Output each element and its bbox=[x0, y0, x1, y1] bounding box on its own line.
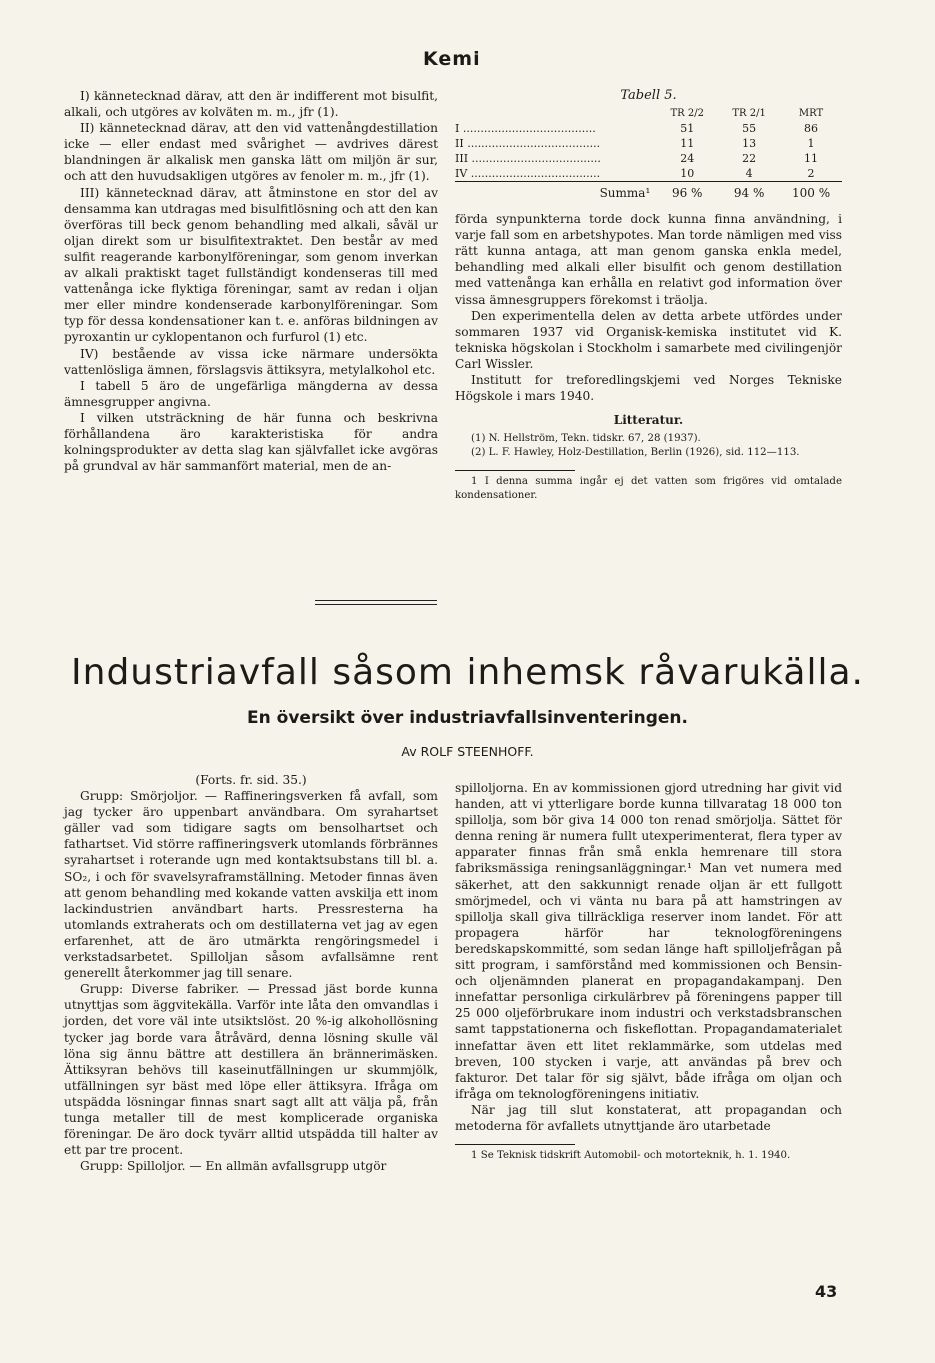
running-header: Kemi bbox=[423, 48, 481, 70]
table-cell: 2 bbox=[807, 167, 815, 181]
table-header-row bbox=[455, 106, 842, 121]
column-header: TR 2/2 bbox=[670, 108, 704, 120]
data-table bbox=[455, 106, 842, 201]
bottom-left-column bbox=[64, 772, 438, 1174]
table-title: Tabell 5. bbox=[620, 88, 677, 103]
continued-note: (Forts. fr. sid. 35.) bbox=[195, 773, 307, 787]
reference: (2) L. F. Hawley, Holz-Destillation, Berlin (1926), sid. 112—113. bbox=[471, 447, 800, 459]
footnote: 1 I denna summa ingår ej det vatten som frigöres vid omtalade kondensationer. bbox=[455, 476, 842, 502]
table-cell: 94 % bbox=[718, 182, 780, 202]
sum-label: Summa¹ bbox=[455, 182, 656, 202]
paragraph: spilloljorna. En av kommissionen gjord utredning har givit vid handen, att vi ytterligare borde kunna tillvaratag 18 000 ton spillolja, som bör giva 14 000 ton renad smörjolja. Sättet för denna rening är numera fullt utexperimenterat, flera typer av apparater finnas från små enkla hemrenare till stora fabriksmässiga reningsanläggningar.¹ Man vet numera med säkerhet, att den sakkunnigt renade oljan är ett fullgott smörjmedel, och vi vänta nu bara på att hamstringen av spillolja skall giva tillräckliga reserver inom landet. För att propagera härför har teknologföreningens beredskapskommitté, som sedan länge haft spilloljefrågan på sitt program, i samförstånd med kommissionen och Bensin- och oljenämnden planerat en propagandakampanj. Den innefattar personliga cirkulärbrev på föreningens papper till 25 000 oljeförbrukare inom industri och verkstadsbranschen samt tappstationerna och fiskeflottan. Propagandamaterialet innefattar även ett litet reklammärke, som utdelas med breven, 100 stycken i varje, att användas på brev och fakturor. Det talar för sig självt, både ifråga om oljan och ifråga om teknologföreningens initiativ. bbox=[455, 781, 842, 1101]
table-row: IV ..................................... 10 4 2 bbox=[455, 166, 842, 182]
article-subtitle: En översikt över industriavfallsinventeringen. bbox=[247, 708, 688, 728]
row-label: II bbox=[455, 137, 464, 151]
paragraph: I vilken utsträckning de här funna och beskrivna förhållandena äro karakteristiska för andra kolningsprodukter av detta slag kan självfallet icke avgöras på grundval av här sammanfört material, men de an- bbox=[64, 410, 438, 474]
table-cell: 100 % bbox=[780, 182, 842, 202]
table-row: III ..................................... 24 22 11 bbox=[455, 151, 842, 166]
table-cell: 4 bbox=[745, 167, 753, 181]
top-left-column bbox=[64, 88, 438, 474]
table-cell: 24 bbox=[680, 152, 695, 166]
row-label: III bbox=[455, 152, 469, 166]
table-cell: 22 bbox=[742, 152, 757, 166]
paragraph: Institutt for treforedlingskjemi ved Norges Tekniske Högskole i mars 1940. bbox=[455, 373, 842, 404]
reference: (1) N. Hellström, Tekn. tidskr. 67, 28 (1937). bbox=[471, 433, 701, 445]
page-number: 43 bbox=[815, 1282, 838, 1301]
top-right-column bbox=[455, 88, 842, 503]
table-cell: 55 bbox=[742, 122, 757, 136]
article-byline: Av ROLF STEENHOFF. bbox=[401, 744, 534, 759]
paragraph: När jag till slut konstaterat, att propagandan och metoderna för avfallets utnyttjande äro utarbetade bbox=[455, 1102, 842, 1133]
table-sum-row bbox=[455, 182, 842, 202]
table-cell: 86 bbox=[804, 122, 819, 136]
paragraph: Grupp: Spilloljor. — En allmän avfallsgrupp utgör bbox=[80, 1159, 387, 1174]
footnote: 1 Se Teknisk tidskrift Automobil- och motorteknik, h. 1. 1940. bbox=[471, 1150, 791, 1162]
table-cell: 51 bbox=[680, 122, 695, 136]
table-cell: 96 % bbox=[656, 182, 718, 202]
paragraph: förda synpunkterna torde dock kunna finna användning, i varje fall som en arbetshypotes. Man torde nämligen med viss rätt kunna antaga, att man genom ganska enkla medel, behandling med alkali eller bisulfit och genom destillation med vattenånga kan erhålla en relativt god information över vissa ämnesgruppers förekomst i träolja. bbox=[455, 212, 842, 307]
row-label: I bbox=[455, 122, 460, 136]
paragraph: Grupp: Diverse fabriker. — Pressad jäst borde kunna utnyttjas som äggvitekälla. Varför inte låta den omvandlas i jorden, det vore väl inte utsiktslöst. 20 %-ig alkohollösning tycker jag borde vara åtråvärd, denna lösning skulle väl löna sig ännu bättre att destillera än brännerimäsken. Ättiksyran behövs till kaseinutfällningen ur skummjölk, utfällningen syr bäst med löpe eller ättiksyra. Ifråga om utspädda lösningar finnas snart sagt allt att välja på, från tunga metaller till de mest komplicerade organiska föreningar. De äro dock tyvärr alltid utspädda till halter av ett par tre procent. bbox=[64, 982, 438, 1158]
table-cell: 11 bbox=[804, 152, 819, 166]
paragraph: I tabell 5 äro de ungefärliga mängderna av dessa ämnesgrupper angivna. bbox=[64, 378, 438, 409]
footnote-rule bbox=[455, 470, 575, 471]
paragraph: Grupp: Smörjoljor. — Raffineringsverken få avfall, som jag tycker äro uppenbart användbara. Om syrahartset gäller vad som tidigare sagts om bensolhartset och fathartset. Vid större raffineringsverk utomlands förbrännes syrahartset i roterande ugn med kontaktsubstans till bl. a. SO₂, i och för svavelsyraframställning. Metoder finnas även att genom behandling med kokande vatten avskilja ett inom lackindustrien användbart harts. Pressresterna ha utomlands extraherats och om destillaterna vet jag av egen erfarenhet, att de äro utmärkta rengöringsmedel i verkstadsarbetet. Spilloljan såsom avfallsämne rent generellt återkommer jag till senare. bbox=[64, 789, 438, 981]
section-divider bbox=[315, 600, 437, 601]
table-cell: 11 bbox=[680, 137, 695, 151]
section-divider bbox=[315, 604, 437, 605]
column-header: TR 2/1 bbox=[732, 108, 766, 120]
paragraph: Den experimentella delen av detta arbete utfördes under sommaren 1937 vid Organisk-kemiska institutet vid K. tekniska högskolan i Stockholm i samarbete med civilingenjör Carl Wissler. bbox=[455, 308, 842, 371]
row-label: IV bbox=[455, 167, 468, 181]
table-cell: 13 bbox=[742, 137, 757, 151]
table-row: II ...................................... 11 13 1 bbox=[455, 136, 842, 151]
column-header: MRT bbox=[798, 108, 824, 120]
table-cell: 1 bbox=[807, 137, 815, 151]
paragraph: III) kännetecknad därav, att åtminstone en stor del av densamma kan utdragas med bisulfitlösning och att den kan överföras till beck genom behandling med alkali, såväl ur oljan direkt som ur bisulfitextraktet. Den består av med sulfit reagerande karbonylföreningar, som genom inverkan av alkali praktiskt taget fullständigt kondenseras till med vattenånga icke flyktiga föreningar, samt av redan i oljan mer eller mindre kondenserade karbonylföreningar. Som typ för dessa kondensationer kan t. e. anföras bildningen av pyroxantin ur cyklopentanon och furfurol (1) etc. bbox=[64, 185, 438, 345]
table-cell: 10 bbox=[680, 167, 695, 181]
paragraph: I) kännetecknad därav, att den är indifferent mot bisulfit, alkali, och utgöres av kolväten m. m., jfr (1). bbox=[64, 89, 438, 120]
literature-heading: Litteratur. bbox=[613, 413, 684, 428]
footnote-rule bbox=[455, 1144, 575, 1145]
bottom-right-column bbox=[455, 780, 842, 1163]
paragraph: II) kännetecknad därav, att den vid vattenångdestillation icke — eller endast med svårighet — avdrives därest blandningen är alkalisk men ganska lätt om miljön är sur, och att den huvudsakligen utgöres av fenoler m. m., jfr (1). bbox=[64, 121, 438, 184]
table-row: I ...................................... 51 55 86 bbox=[455, 121, 842, 136]
paragraph: IV) bestående av vissa icke närmare undersökta vattenlösliga ämnen, förslagsvis ättiksyra, metylalkohol etc. bbox=[64, 346, 438, 377]
article-title: Industriavfall såsom inhemsk råvarukälla. bbox=[71, 652, 864, 693]
